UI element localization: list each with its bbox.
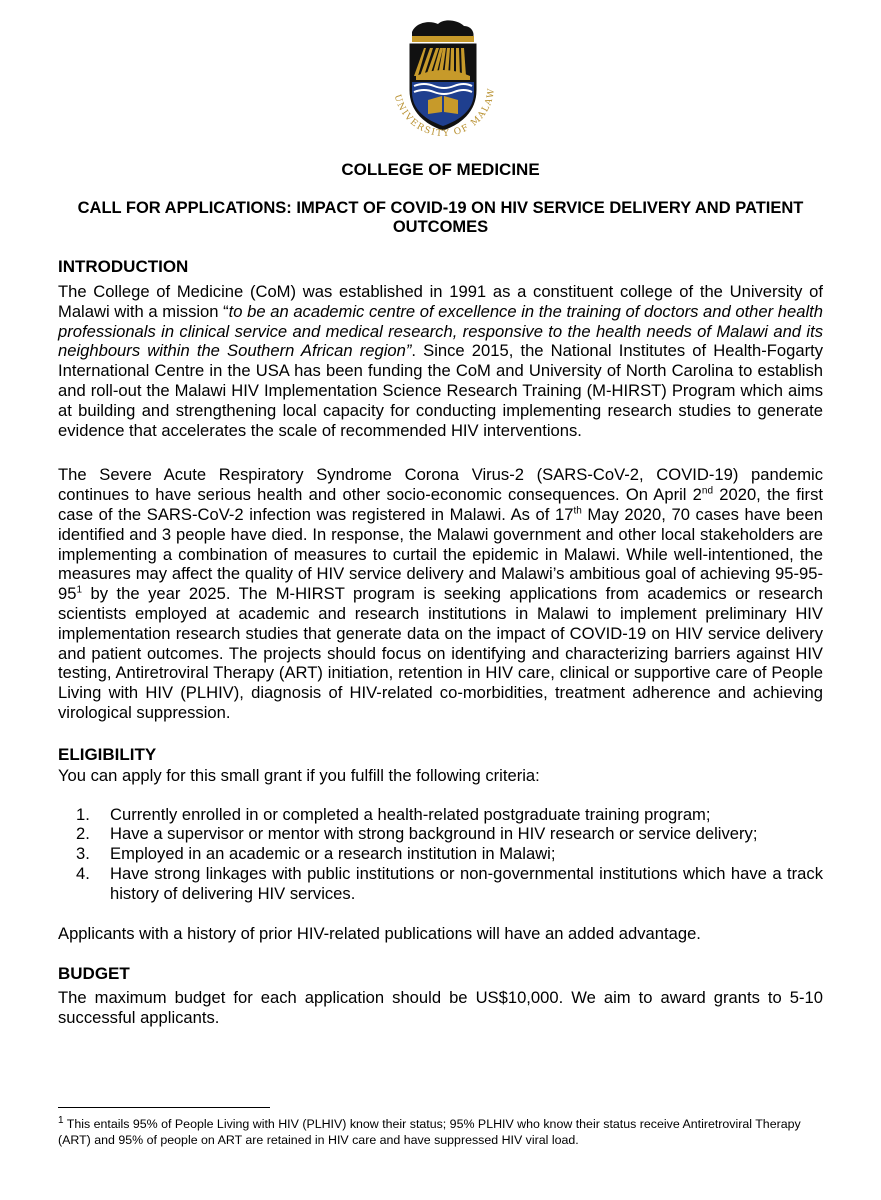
footnote-text: This entails 95% of People Living with HIV (PLHIV) know their status; 95% PLHIV who know their status receive Antiretroviral Therapy (ART) and 95% of people on ART are retained in HIV care and have suppressed HIV viral load.	[58, 1117, 801, 1147]
budget-text: The maximum budget for each application should be US$10,000. We aim to award grants to 5-10 successful applicants.	[58, 988, 823, 1028]
eligibility-heading: ELIGIBILITY	[58, 744, 157, 764]
introduction-paragraph-2	[58, 465, 823, 722]
list-item-number: 2.	[76, 824, 90, 844]
college-title: COLLEGE OF MEDICINE	[341, 160, 540, 179]
university-ring-text: UNIVERSITY OF MALAW	[391, 86, 498, 140]
list-item-text: Employed in an academic or a research institution in Malawi;	[110, 844, 556, 864]
introduction-heading: INTRODUCTION	[58, 257, 189, 276]
list-item-number: 3.	[76, 844, 90, 864]
list-item-number: 1.	[76, 804, 90, 824]
budget-heading: BUDGET	[58, 964, 130, 984]
footnote-marker: 1	[58, 1114, 64, 1126]
university-logo	[372, 14, 512, 164]
list-item-text: Have a supervisor or mentor with strong background in HIV research or service delivery;	[110, 824, 758, 844]
advantage-note: Applicants with a history of prior HIV-related publications will have an added advantage.	[58, 923, 701, 943]
intro-p2-text-a: The Severe Acute Respiratory Syndrome Corona Virus-2 (SARS-CoV-2, COVID-19) pandemic continues to have serious health and other socio-economic consequences. On April 2	[58, 465, 823, 505]
criteria-list	[58, 805, 823, 904]
list-item-text: Have strong linkages with public institutions or non-governmental institutions which have a track history of delivering HIV services.	[110, 863, 823, 903]
intro-p2-text-d: by the year 2025. The M-HIRST program is seeking applications from academics or research scientists employed at academic and research institutions in Malawi to implement preliminary HIV implementation research studies that generate data on the impact of COVID-19 on HIV service delivery and patient outcomes. The projects should focus on identifying and characterizing barriers against HIV testing, Antiretroviral Therapy (ART) initiation, retention in HIV care, clinical or supportive care of People Living with HIV (PLHIV), diagnosis of HIV-related co-morbidities, treatment adherence and achieving virological suppression.	[58, 584, 823, 722]
ordinal-suffix: nd	[701, 485, 714, 497]
list-item	[58, 824, 823, 844]
budget-section	[58, 963, 823, 1028]
mission-statement: to be an academic centre of excellence in the training of doctors and other health professionals in clinical service and medical research, responsive to the health needs of Malawi and its neighbours within the Southern African region”	[58, 301, 824, 361]
list-item-text: Currently enrolled in or completed a health-related postgraduate training program;	[110, 804, 711, 824]
eligibility-section	[58, 744, 823, 944]
intro-p1-text-a: The College of Medicine (CoM) was established in 1991 as a constituent college of the University of Malawi with a mission “	[58, 282, 823, 321]
footnote-reference[interactable]: 1	[76, 584, 83, 596]
call-title: CALL FOR APPLICATIONS: IMPACT OF COVID-19 ON HIV SERVICE DELIVERY AND PATIENT OUTCOMES	[77, 199, 804, 236]
intro-p2-text-b: 2020, the first case of the SARS-CoV-2 infection was registered in Malawi. As of 17	[58, 485, 823, 524]
list-item	[58, 864, 823, 904]
intro-p2-text-c: May 2020, 70 cases have been identified and 3 people have died. In response, the Malawi government and other local stakeholders are implementing a combination of measures to curtail the epidemic in Malawi. While well-intentioned, the measures may affect the quality of HIV service delivery and Malawi’s ambitious goal of achieving 95-95-95	[58, 504, 823, 604]
list-item	[58, 844, 823, 864]
university-crest-icon	[372, 14, 512, 164]
footnote-divider	[58, 1107, 270, 1108]
list-item-number: 4.	[76, 863, 90, 883]
introduction-section	[58, 256, 823, 723]
ordinal-suffix: th	[573, 505, 582, 517]
document-body	[58, 256, 823, 1028]
introduction-paragraph-1	[58, 282, 823, 440]
eligibility-lead: You can apply for this small grant if you fulfill the following criteria:	[58, 765, 540, 785]
list-item	[58, 805, 823, 825]
footnote	[58, 1114, 825, 1148]
intro-p1-text-b: . Since 2015, the National Institutes of Health-Fogarty International Centre in the USA has been funding the CoM and University of North Carolina to establish and roll-out the Malawi HIV Implementation Science Research Training (M-HIRST) Program which aims at building and strengthening local capacity for conducting implementing research studies to generate evidence that accelerates the scale of recommended HIV interventions.	[58, 341, 823, 440]
